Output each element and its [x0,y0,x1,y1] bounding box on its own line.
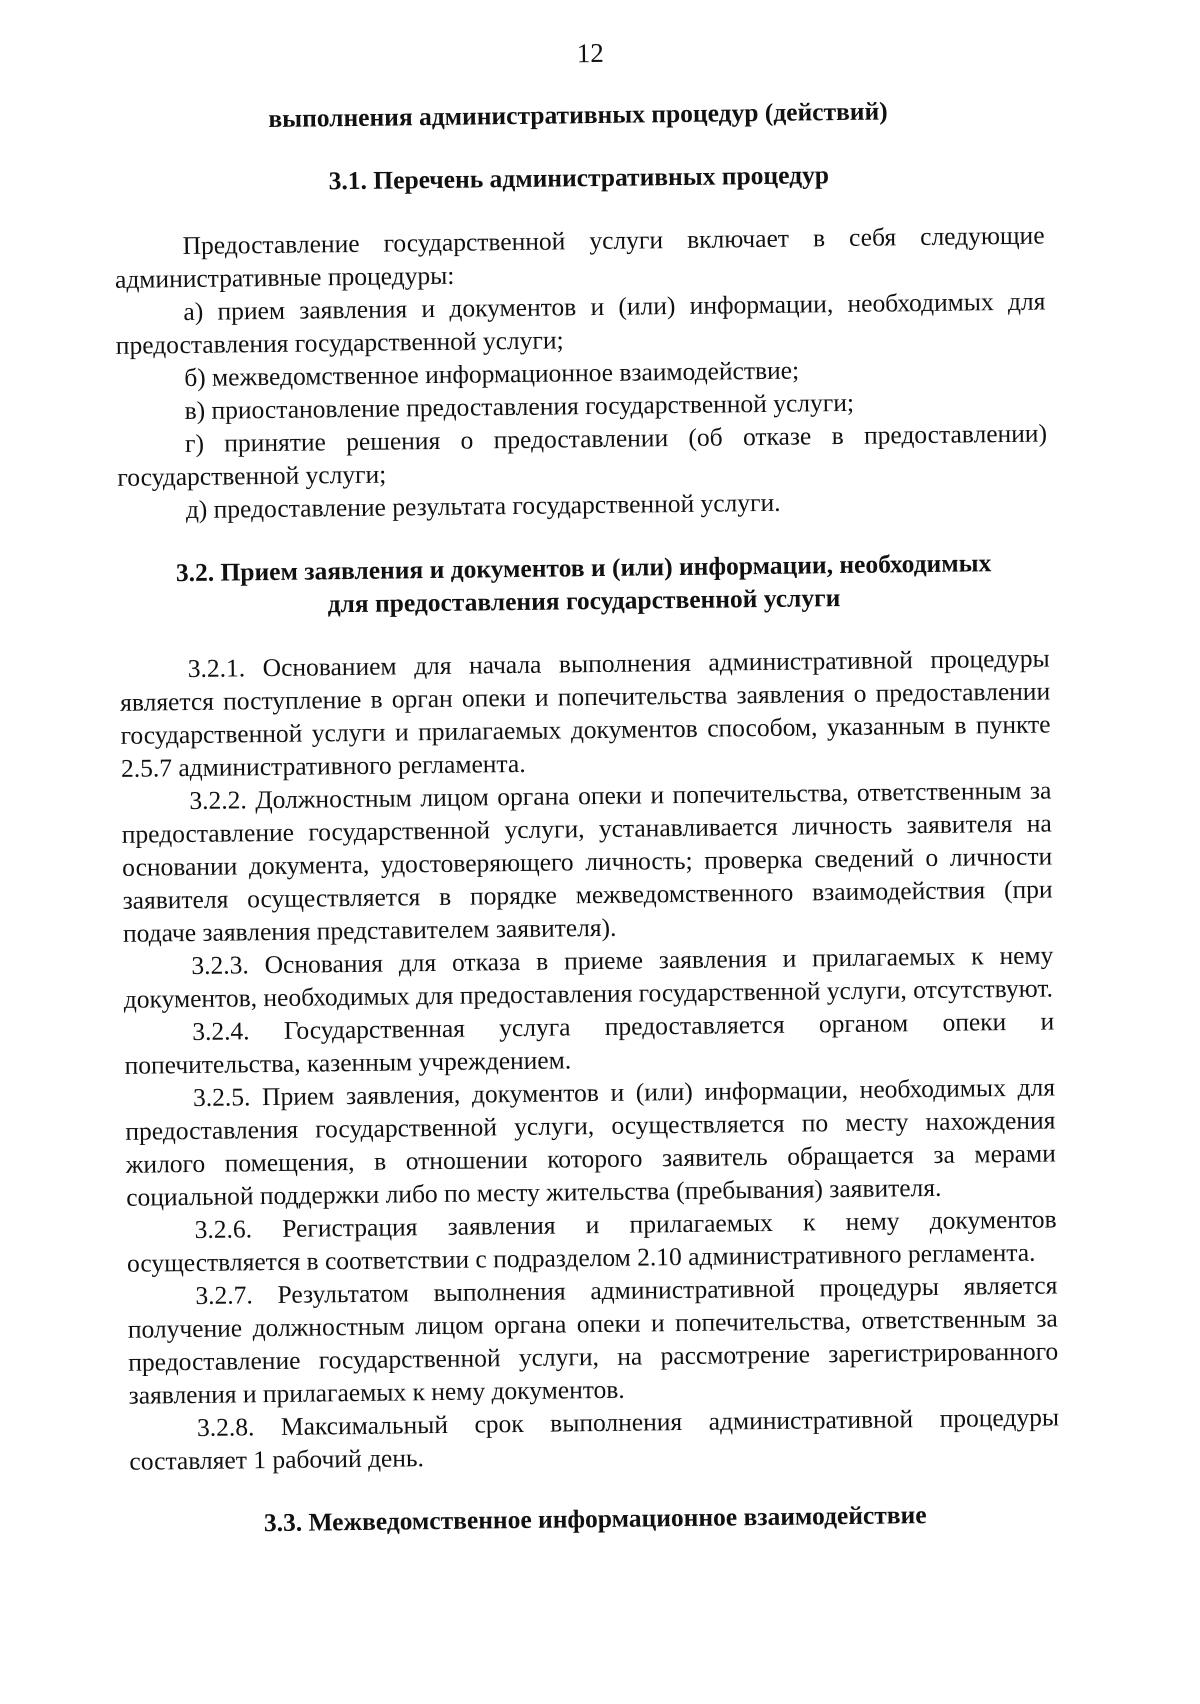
document-body [113,93,1060,1541]
procedure-list [115,285,1048,527]
procedure-item-v: в) приостановление предоставления государственной услуги; [184,387,855,426]
section-3-2-title-line1: 3.2. Прием заявления и документов и (или) информации, необходимых [175,548,992,588]
section-3-2-title [118,546,1049,623]
paragraph-3-2-5: 3.2.5. Прием заявления, документов и (или) информации, необходимых для предоставления государственной услуги, осуществляется по месту нахождения жилого помещения, в отношении которого заявитель обращается за мерами социальной поддержки либо по месту жительства (пребывания) заявителя. [125,1072,1056,1212]
page-number: 12 [576,37,604,69]
paragraph-3-2-1: 3.2.1. Основанием для начала выполнения административной процедуры является поступление в орган опеки и попечительства заявления о предоставлении государственной услуги и прилагаемых документов способом, указанным в пункте 2.5.7 административного регламента. [120,643,1051,783]
section-3-2 [120,641,1060,1477]
paragraph-3-2-8: 3.2.8. Максимальный срок выполнения административной процедуры составляет 1 рабочий день. [129,1402,1060,1476]
paragraph-3-2-6: 3.2.6. Регистрация заявления и прилагаемых к нему документов осуществляется в соответствии с подразделом 2.10 административного регламента. [126,1204,1057,1278]
paragraph-3-2-7: 3.2.7. Результатом выполнения административной процедуры является получение должностным лицом органа опеки и попечительства, ответственным за предоставление государственной услуги, на рассмотрение зарегистрированного заявления и прилагаемых к нему документов. [127,1270,1059,1410]
paragraph-3-2-2: 3.2.2. Должностным лицом органа опеки и попечительства, ответственным за предоставление государственной услуги, устанавливается личность заявителя на основании документа, удостоверяющего личность; проверка сведений о личности заявителя осуществляется в порядке межведомственного взаимодействия (при подаче заявления представителем заявителя). [121,775,1053,948]
procedure-item-a: а) прием заявления и документов и (или) информации, необходимых для предоставления государственной услуги; [115,286,1046,360]
paragraph-3-2-3: 3.2.3. Основания для отказа в приеме заявления и прилагаемых к нему документов, необходимых для предоставления государственной услуги, отсутствуют. [123,940,1054,1014]
procedure-item-b: б) межведомственное информационное взаимодействие; [184,355,800,393]
heading-continued: выполнения административных процедур (действий) [268,96,888,133]
section-3-1-intro: Предоставление государственной услуги включает в себя следующие административные процедуры: [114,220,1045,294]
procedure-item-g: г) принятие решения о предоставлении (об отказе в предоставлении) государственной услуги; [117,418,1048,492]
paragraph-3-2-4: 3.2.4. Государственная услуга предоставляется органом опеки и попечительства, казенным учреждением. [124,1006,1055,1080]
procedure-item-d: д) предоставление результата государственной услуги. [185,487,781,525]
section-3-1 [114,219,1048,527]
section-3-1-title: 3.1. Перечень административных процедур [328,160,830,196]
section-3-3-title: 3.3. Межведомственное информационное взаимодействие [263,1500,927,1538]
section-3-2-title-line2: для предоставления государственной услуги [327,583,841,619]
